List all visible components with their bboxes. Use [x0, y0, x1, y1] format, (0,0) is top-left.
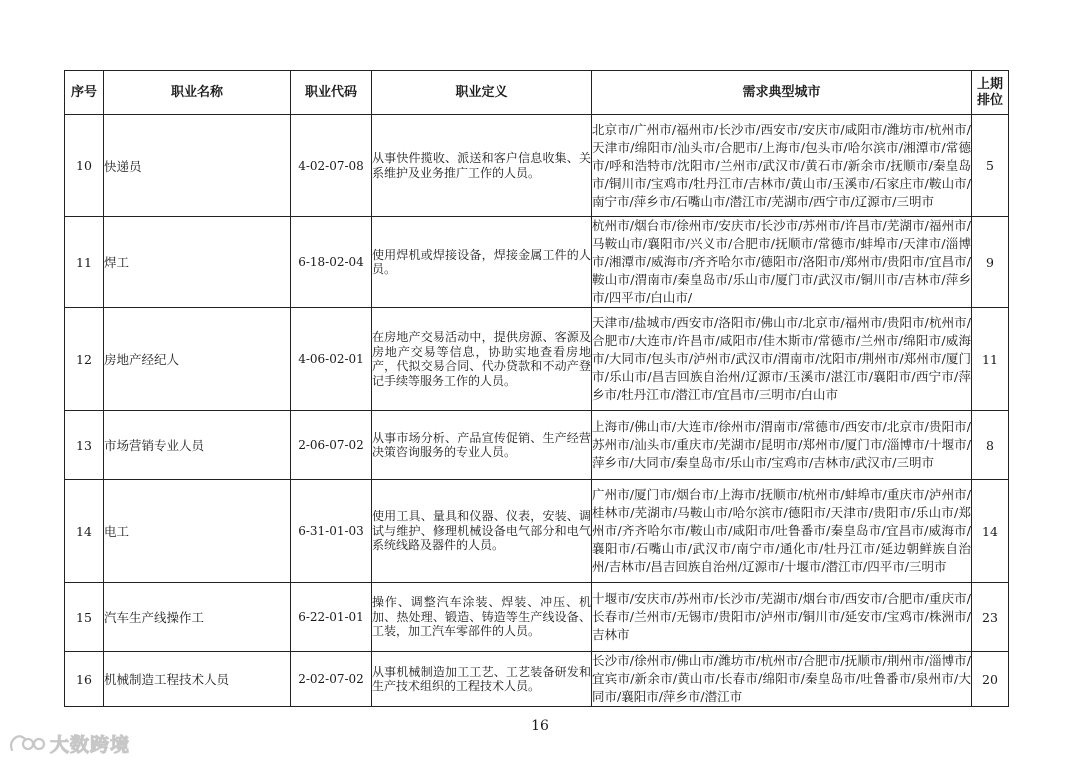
row-previous-rank: 20 — [972, 652, 1009, 707]
row-cities: 广州市/厦门市/烟台市/上海市/抚顺市/杭州市/蚌埠市/重庆市/泸州市/桂林市/芜湖市/马鞍山市/哈尔滨市/德阳市/天津市/贵阳市/乐山市/郑州市/齐齐哈尔市/鞍山市/咸阳市/吐鲁番市/秦皇岛市/宜昌市/威海市/襄阳市/石嘴山市/武汉市/南宁市/通化市/牡丹江市/延边朝鲜族自治州/吉林市/昌吉回族自治州/辽源市/十堰市/潜江市/四平市/三明市 — [592, 480, 972, 583]
row-occupation-code: 6-22-01-01 — [291, 583, 372, 652]
row-occupation-code: 6-18-02-04 — [291, 217, 372, 308]
row-occupation-name: 机械制造工程技术人员 — [104, 652, 291, 707]
row-occupation-name: 快递员 — [104, 115, 291, 217]
header-name: 职业名称 — [104, 71, 291, 115]
row-no: 10 — [65, 115, 104, 217]
watermark-text: 大数跨境 — [50, 733, 131, 756]
row-definition: 从事市场分析、产品宣传促销、生产经营决策咨询服务的专业人员。 — [372, 411, 592, 480]
row-cities: 长沙市/徐州市/佛山市/潍坊市/杭州市/合肥市/抚顺市/荆州市/淄博市/宜宾市/新余市/黄山市/长春市/绵阳市/秦皇岛市/吐鲁番市/泉州市/大同市/襄阳市/萍乡市/潜江市 — [592, 652, 972, 707]
table-row — [65, 217, 1009, 308]
row-cities: 北京市/广州市/福州市/长沙市/西安市/安庆市/咸阳市/潍坊市/杭州市/天津市/绵阳市/汕头市/合肥市/上海市/包头市/哈尔滨市/湘潭市/常德市/呼和浩特市/沈阳市/兰州市/武汉市/黄石市/新余市/抚顺市/秦皇岛市/铜川市/宝鸡市/牡丹江市/吉林市/黄山市/玉溪市/石家庄市/鞍山市/南宁市/萍乡市/石嘴山市/潜江市/芜湖市/西宁市/辽源市/三明市 — [592, 115, 972, 217]
row-previous-rank: 23 — [972, 583, 1009, 652]
row-occupation-name: 房地产经纪人 — [104, 308, 291, 411]
row-no: 12 — [65, 308, 104, 411]
row-occupation-code: 6-31-01-03 — [291, 480, 372, 583]
row-definition: 使用焊机或焊接设备，焊接金属工件的人员。 — [372, 217, 592, 308]
row-definition: 在房地产交易活动中，提供房源、客源及房地产交易等信息，协助实地查看房地产，代拟交易合同、代办贷款和不动产登记手续等服务工作的人员。 — [372, 308, 592, 411]
table-row — [65, 652, 1009, 707]
row-occupation-name: 电工 — [104, 480, 291, 583]
row-occupation-code: 2-02-07-02 — [291, 652, 372, 707]
row-occupation-name: 汽车生产线操作工 — [104, 583, 291, 652]
table-row — [65, 115, 1009, 217]
row-previous-rank: 9 — [972, 217, 1009, 308]
row-occupation-name: 市场营销专业人员 — [104, 411, 291, 480]
row-occupation-code: 4-02-07-08 — [291, 115, 372, 217]
occupation-table — [64, 70, 1009, 707]
row-no: 16 — [65, 652, 104, 707]
header-no: 序号 — [65, 71, 104, 115]
watermark — [6, 730, 130, 756]
row-occupation-code: 2-06-07-02 — [291, 411, 372, 480]
row-definition: 操作、调整汽车涂装、焊装、冲压、机加、热处理、锻造、铸造等生产线设备、工装，加工汽车零部件的人员。 — [372, 583, 592, 652]
row-occupation-code: 4-06-02-01 — [291, 308, 372, 411]
row-cities: 上海市/佛山市/大连市/徐州市/渭南市/常德市/西安市/北京市/贵阳市/苏州市/汕头市/重庆市/芜湖市/昆明市/郑州市/厦门市/淄博市/十堰市/萍乡市/大同市/秦皇岛市/乐山市/宝鸡市/吉林市/武汉市/三明市 — [592, 411, 972, 480]
row-definition: 从事快件揽收、派送和客户信息收集、关系维护及业务推广工作的人员。 — [372, 115, 592, 217]
row-previous-rank: 14 — [972, 480, 1009, 583]
table-row — [65, 480, 1009, 583]
row-previous-rank: 11 — [972, 308, 1009, 411]
page-number: 16 — [531, 718, 549, 734]
row-definition: 使用工具、量具和仪器、仪表，安装、调试与维护、修理机械设备电气部分和电气系统线路及器件的人员。 — [372, 480, 592, 583]
table-row — [65, 583, 1009, 652]
row-no: 15 — [65, 583, 104, 652]
header-definition: 职业定义 — [372, 71, 592, 115]
header-rank: 上期排位 — [972, 71, 1009, 115]
table-header-row — [65, 71, 1009, 115]
table-row — [65, 411, 1009, 480]
row-cities: 天津市/盐城市/西安市/洛阳市/佛山市/北京市/福州市/贵阳市/杭州市/合肥市/大连市/许昌市/咸阳市/佳木斯市/常德市/兰州市/绵阳市/威海市/大同市/包头市/泸州市/武汉市/渭南市/沈阳市/荆州市/郑州市/厦门市/乐山市/昌吉回族自治州/辽源市/玉溪市/湛江市/襄阳市/西宁市/萍乡市/牡丹江市/潜江市/宜昌市/三明市/白山市 — [592, 308, 972, 411]
row-previous-rank: 8 — [972, 411, 1009, 480]
row-no: 11 — [65, 217, 104, 308]
row-occupation-name: 焊工 — [104, 217, 291, 308]
row-definition: 从事机械制造加工工艺、工艺装备研发和生产技术组织的工程技术人员。 — [372, 652, 592, 707]
header-code: 职业代码 — [291, 71, 372, 115]
row-no: 13 — [65, 411, 104, 480]
header-cities: 需求典型城市 — [592, 71, 972, 115]
brand-logo-icon — [6, 732, 46, 754]
row-no: 14 — [65, 480, 104, 583]
row-cities: 十堰市/安庆市/苏州市/长沙市/芜湖市/烟台市/西安市/合肥市/重庆市/长春市/兰州市/无锡市/贵阳市/泸州市/铜川市/延安市/宝鸡市/株洲市/吉林市 — [592, 583, 972, 652]
row-previous-rank: 5 — [972, 115, 1009, 217]
table-row — [65, 308, 1009, 411]
row-cities: 杭州市/烟台市/徐州市/安庆市/长沙市/苏州市/许昌市/芜湖市/福州市/马鞍山市/襄阳市/兴义市/合肥市/抚顺市/常德市/蚌埠市/天津市/淄博市/湘潭市/威海市/齐齐哈尔市/德阳市/洛阳市/郑州市/贵阳市/宜昌市/鞍山市/渭南市/秦皇岛市/乐山市/厦门市/武汉市/铜川市/吉林市/萍乡市/四平市/白山市/ — [592, 217, 972, 308]
